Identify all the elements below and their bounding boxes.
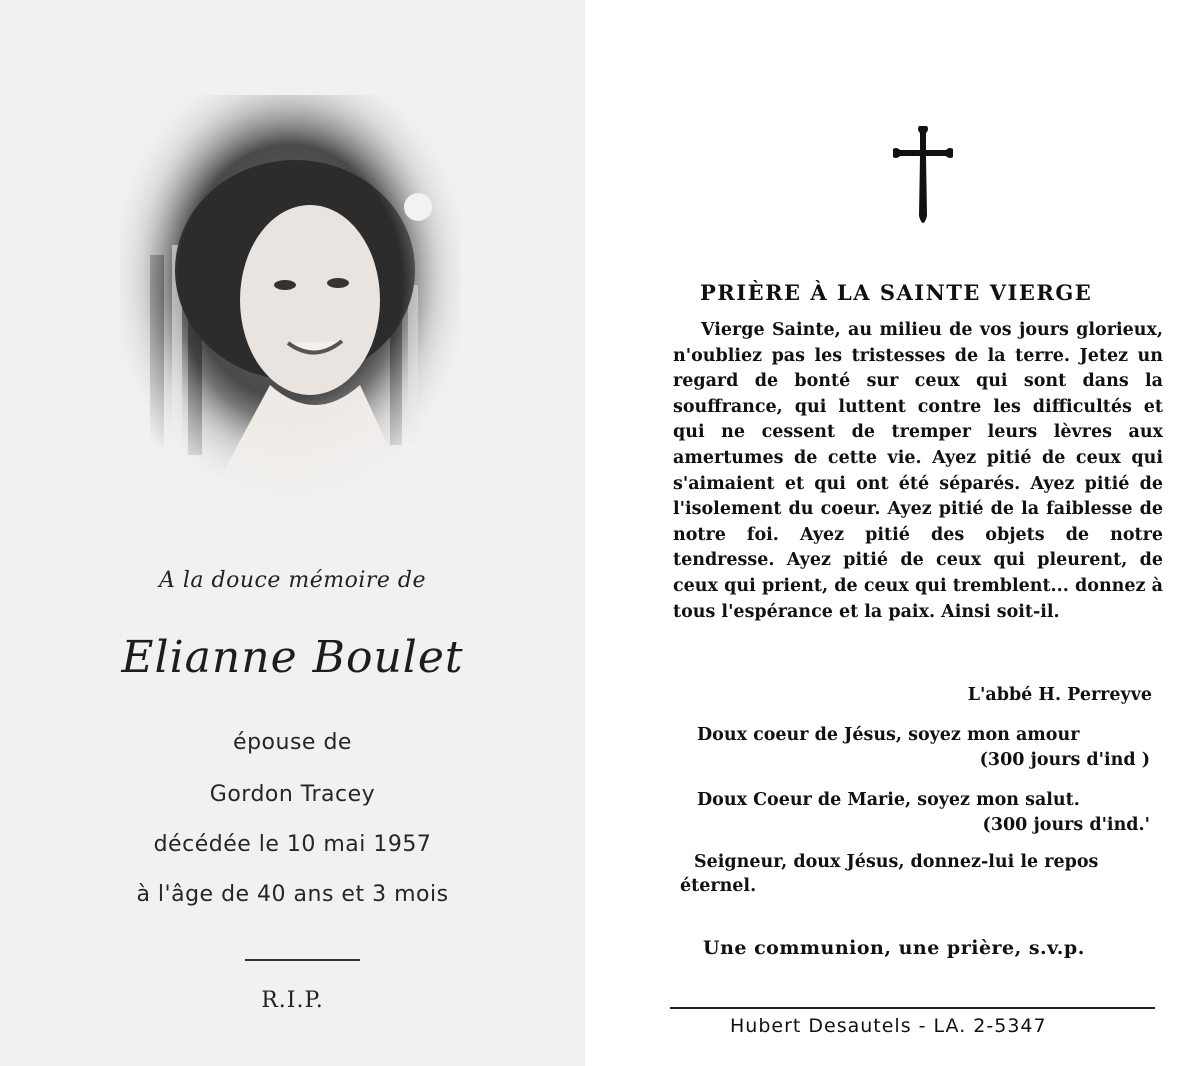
indulgence-note-2: (300 jours d'ind.' (982, 815, 1150, 835)
portrait-photo (120, 95, 460, 515)
portrait-image (120, 95, 460, 515)
death-date: décédée le 10 mai 1957 (153, 832, 432, 857)
final-prayer: Seigneur, doux Jésus, donnez-lui le repos éternel. (680, 852, 1099, 896)
deceased-name: Elianne Boulet (121, 632, 464, 683)
divider-right (670, 1007, 1155, 1009)
printer-credit: Hubert Desautels - LA. 2-5347 (730, 1015, 1047, 1037)
invocation-jesus: Doux coeur de Jésus, soyez mon amour (697, 725, 1080, 745)
age-at-death: à l'âge de 40 ans et 3 mois (136, 882, 449, 907)
dedication-intro: A la douce mémoire de (158, 568, 426, 593)
cross-icon (893, 126, 953, 230)
memorial-card-front (0, 0, 585, 1066)
indulgence-note-1: (300 jours d'ind ) (979, 750, 1150, 770)
husband-name: Gordon Tracey (209, 782, 376, 807)
divider-left (245, 959, 360, 961)
invocation-marie: Doux Coeur de Marie, soyez mon salut. (697, 790, 1080, 810)
prayer-author: L'abbé H. Perreyve (967, 685, 1152, 705)
prayer-body: Vierge Sainte, au milieu de vos jours glorieux, n'oubliez pas les tristesses de la terre. Jetez un regard de bonté sur ceux qui sont dans la souffrance, qui luttent contre les difficultés et qui ne cessent de tremper leurs lèvres aux amertumes de cette vie. Ayez pitié de ceux qui s'aimaient et qui ont été séparés. Ayez pitié de l'isolement du coeur. Ayez pitié de la faiblesse de notre foi. Ayez pitié des objets de notre tendresse. Ayez pitié de ceux qui pleurent, de ceux qui prient, de ceux qui tremblent... donnez à tous l'espérance et la paix. Ainsi soit-il. (673, 320, 1163, 622)
memorial-card-back (625, 0, 1200, 1066)
relation-label: épouse de (233, 730, 352, 755)
prayer-title: PRIÈRE À LA SAINTE VIERGE (700, 280, 1093, 305)
rip-text: R.I.P. (261, 988, 324, 1013)
communion-request: Une communion, une prière, s.v.p. (703, 937, 1085, 959)
